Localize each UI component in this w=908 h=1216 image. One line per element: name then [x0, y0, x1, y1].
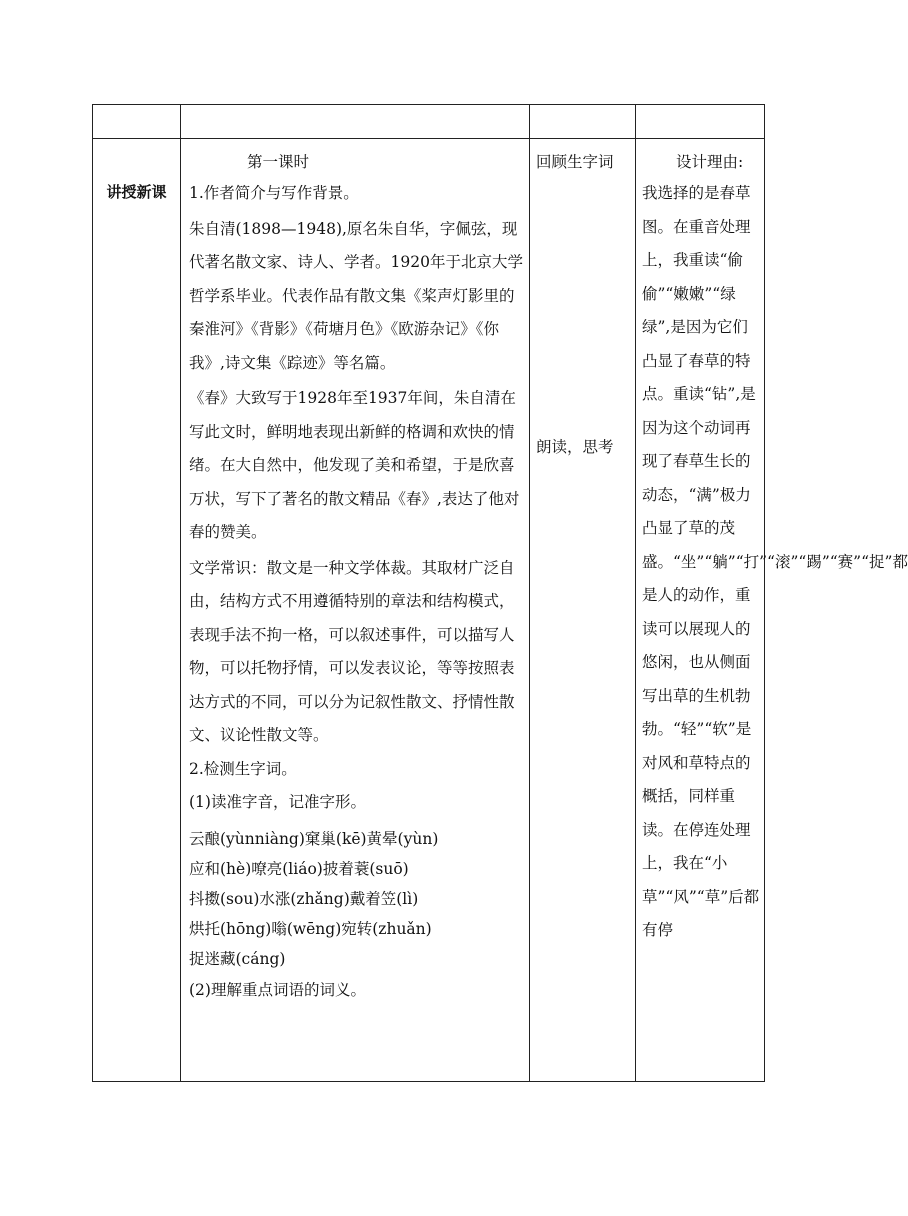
table-header-row [93, 105, 765, 139]
header-cell [181, 105, 530, 139]
background-paragraph: 《春》大致写于1928年至1937年间，朱自清在写此文时，鲜明地表现出新鲜的格调和欢快的情绪。在大自然中，他发现了美和希望，于是欣喜万状，写下了著名的散文精品《春》,表达了他对春的赞美。 [189, 389, 520, 541]
header-cell [93, 105, 181, 139]
sub-item: (1)读准字音，记准字形。 [189, 793, 366, 811]
content-cell [181, 139, 530, 1082]
vocab-line: 捉迷藏(cáng) [189, 949, 286, 968]
sub-item: (2)理解重点词语的词义。 [189, 980, 366, 999]
design-reason-text: 我选择的是春草图。在重音处理上，我重读“偷偷”“嫩嫩”“绿绿”,是因为它们凸显了春草的特点。重读“钻”,是因为这个动词再现了春草生长的动态，“满”极力凸显了草的茂盛。“坐”“躺”“打”“滚”“踢”“赛”“捉”都是人的动作，重读可以展现人的悠闲，也从侧面写出草的生机勃勃。“轻”“软”是对风和草特点的概括，同样重读。在停连处理上，我在“小草”“风”“草”后都有停 [642, 184, 908, 939]
design-reason-title: 设计理由: [676, 153, 744, 171]
section-cell [93, 139, 181, 1082]
literary-knowledge-paragraph: 文学常识：散文是一种文学体裁。其取材广泛自由，结构方式不用遵循特别的章法和结构模式，表现手法不拘一格，可以叙述事件，可以描写人物，可以托物抒情，可以发表议论，等等按照表达方式的不同，可以分为记叙性散文、抒情性散文、议论性散文等。 [189, 558, 515, 744]
section-label: 讲授新课 [106, 183, 167, 201]
vocab-line: 抖擞(sou)水涨(zhǎng)戴着笠(lì) [189, 889, 419, 908]
design-reason-cell [636, 139, 908, 1082]
header-cell [636, 105, 765, 139]
lesson-period: 第一课时 [247, 153, 310, 171]
header-cell [530, 105, 636, 139]
lesson-plan-table [92, 104, 908, 1082]
vocab-line: 云酿(yùnniàng)窠巢(kē)黄晕(yùn) [189, 829, 439, 848]
item-title: 2.检测生字词。 [189, 759, 297, 778]
author-bio-paragraph: 朱自清(1898—1948),原名朱自华，字佩弦，现代著名散文家、诗人、学者。1920年于北京大学哲学系毕业。代表作品有散文集《桨声灯影里的秦淮河》《背影》《荷塘月色》《欧游杂记》《你我》,诗文集《踪迹》等名篇。 [189, 219, 523, 372]
activity-label: 回顾生字词 [536, 153, 614, 171]
item-title: 1.作者简介与写作背景。 [189, 184, 359, 202]
activity-label: 朗读，思考 [536, 438, 614, 456]
vocab-line: 烘托(hōng)嗡(wēng)宛转(zhuǎn) [189, 919, 432, 938]
vocab-list [189, 824, 523, 974]
table-row [93, 139, 765, 1082]
vocab-line: 应和(hè)嘹亮(liáo)披着蓑(suō) [189, 859, 409, 878]
activity-cell [530, 139, 636, 1082]
